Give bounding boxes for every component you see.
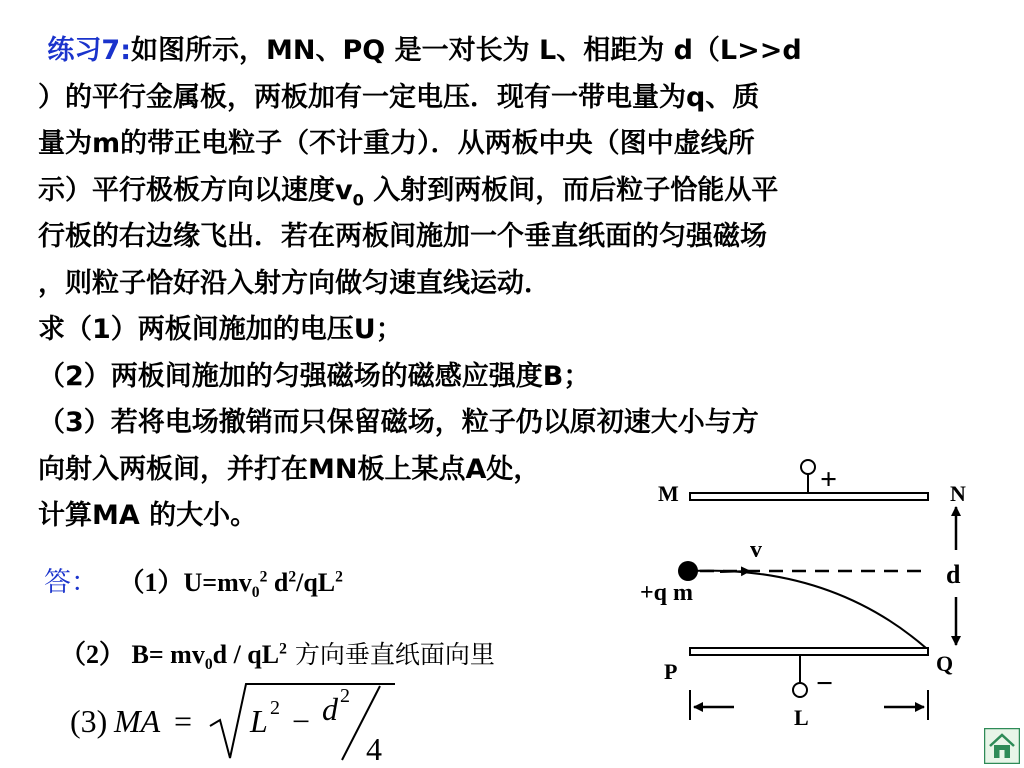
svg-text:L: L <box>250 703 268 739</box>
question-3-line-3: 计算MA 的大小。 <box>38 500 258 531</box>
svg-text:(3): (3) <box>70 703 108 739</box>
answer-1: 答： $(1)U=mv_0^2$ $d^2/qL^2$ <box>44 567 343 602</box>
terminal-top <box>801 460 815 474</box>
label-p: P <box>664 659 678 684</box>
label-v: v <box>750 537 762 563</box>
problem-line-1: 练习7:如图所示，MN、PQ 是一对长为 L、相距为 d（L>>d <box>47 35 802 66</box>
capacitor-diagram <box>630 445 990 735</box>
svg-text:2: 2 <box>340 685 350 707</box>
plate-mn <box>690 493 928 500</box>
question-1: 求（1）两板间施加的电压U； <box>38 314 403 345</box>
problem-line-6: ，则粒子恰好沿入射方向做匀速直线运动． <box>38 267 551 299</box>
label-n: N <box>950 481 966 506</box>
terminal-bottom <box>793 683 807 697</box>
problem-line-2: ）的平行金属板，两板加有一定电压．现有一带电量为q、质 <box>38 81 760 113</box>
label-q: Q <box>936 651 954 676</box>
trajectory-curve <box>690 571 926 648</box>
svg-text:MA: MA <box>114 703 161 739</box>
problem-line-3: 量为m的带正电粒子（不计重力）．从两板中央（图中虚线所 <box>38 128 755 159</box>
svg-text:=: = <box>174 703 193 739</box>
label-m: M <box>658 481 679 506</box>
svg-text:4: 4 <box>366 731 382 766</box>
plus-sign: + <box>820 463 838 496</box>
label-l: L <box>794 705 809 730</box>
minus-sign: − <box>816 667 834 700</box>
problem-line-5: 行板的右边缘飞出．若在两板间施加一个垂直纸面的匀强磁场 <box>38 221 767 252</box>
question-3-line-2: 向射入两板间，并打在MN板上某点A处， <box>38 453 541 485</box>
home-icon[interactable] <box>984 728 1020 764</box>
velocity-arrow <box>720 571 750 572</box>
label-d: d <box>946 560 961 589</box>
svg-text:2: 2 <box>270 697 280 719</box>
answer-2: （2） $B= mv_0d / qL^2$ 方向垂直纸面向里 <box>60 640 495 674</box>
problem-line-4: 示）平行极板方向以速度$v_0$ 入射到两板间，而后粒子恰能从平 <box>38 174 779 209</box>
label-charge-mass: +q m <box>640 580 694 606</box>
plate-pq <box>690 648 928 655</box>
answer-3-formula <box>70 676 400 766</box>
exercise-label: 练习7: <box>47 35 131 66</box>
svg-text:d: d <box>322 691 338 727</box>
question-3-line-1: （3）若将电场撤销而只保留磁场，粒子仍以原初速大小与方 <box>38 407 759 438</box>
question-2: （2）两板间施加的匀强磁场的磁感应强度B； <box>38 360 591 392</box>
answer-label: 答： <box>44 567 98 598</box>
svg-text:−: − <box>292 703 311 739</box>
